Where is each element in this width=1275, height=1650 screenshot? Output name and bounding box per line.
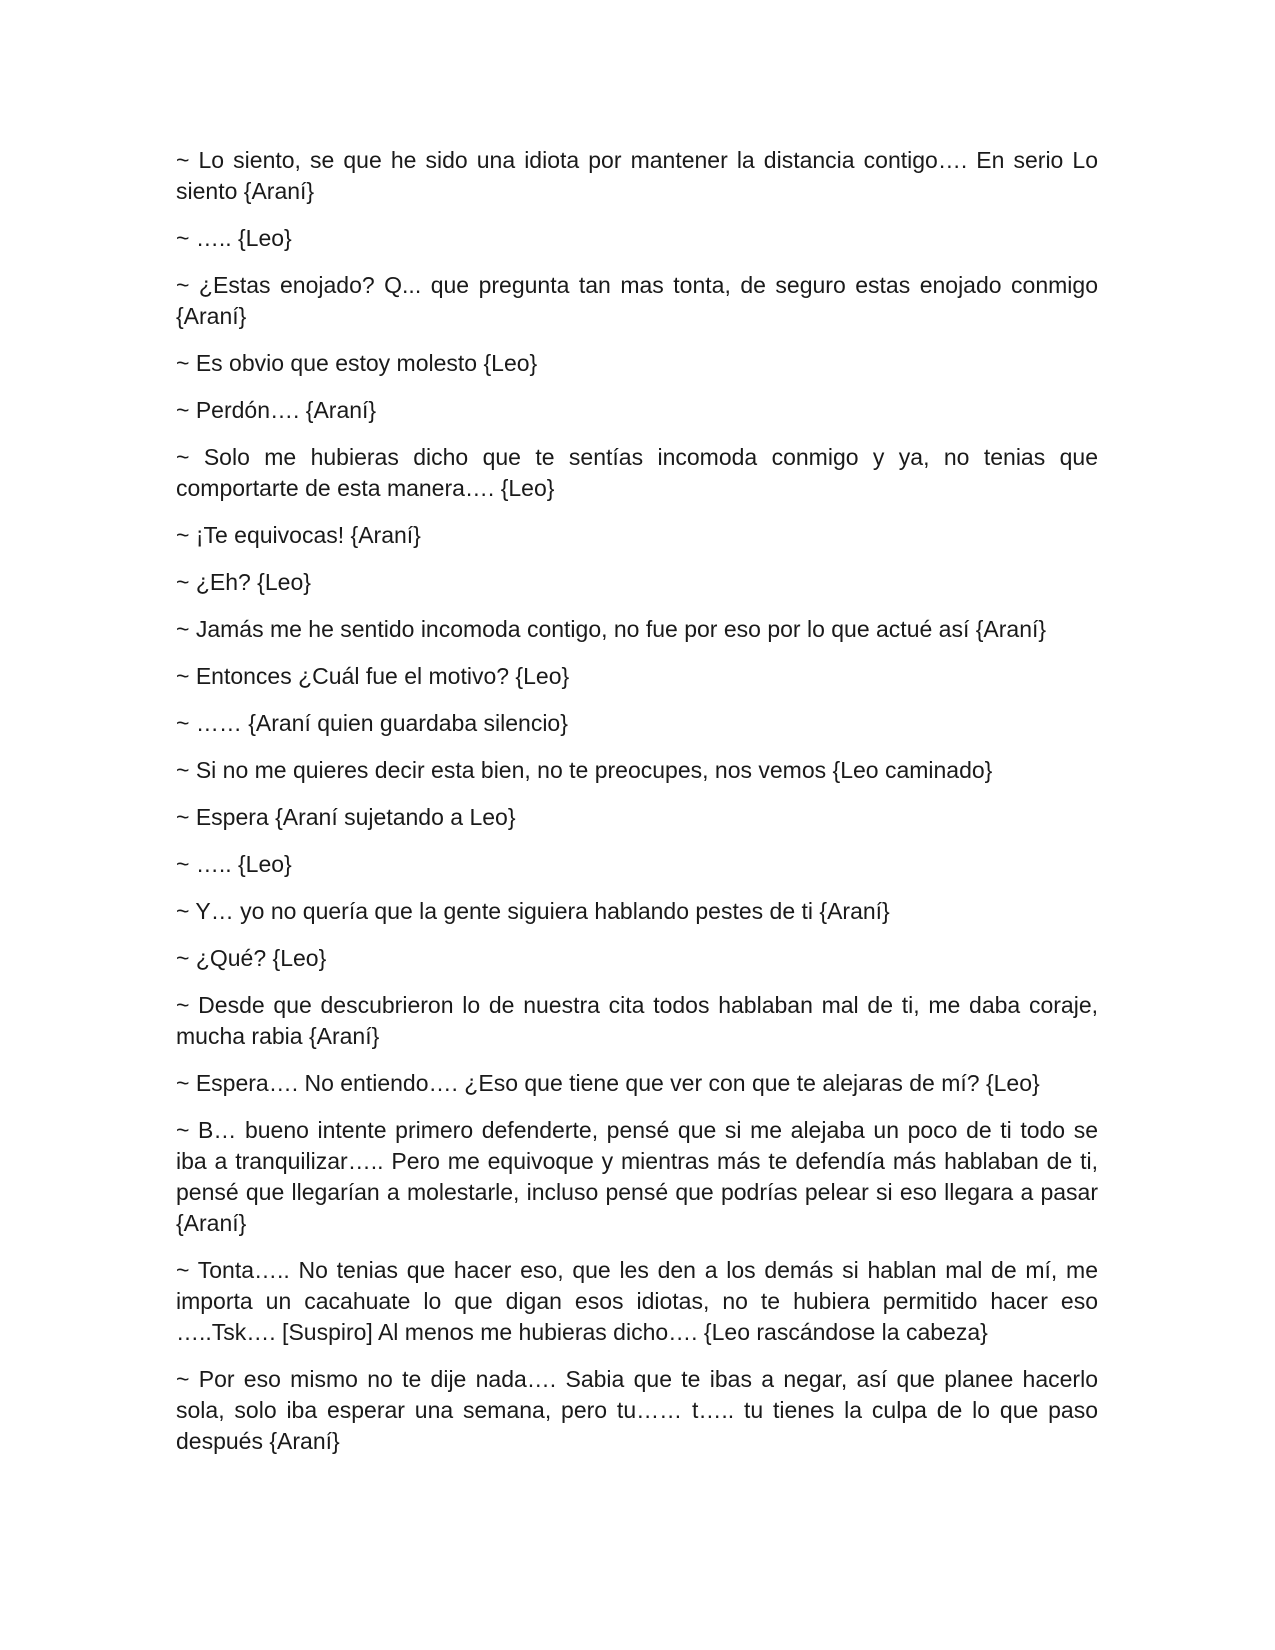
dialogue-line: ~ Es obvio que estoy molesto {Leo} bbox=[176, 350, 538, 376]
dialogue-line: ~ Espera…. No entiendo…. ¿Eso que tiene que ver con que te alejaras de mí? {Leo} bbox=[176, 1070, 1040, 1096]
dialogue-line: ~ Perdón…. {Araní} bbox=[176, 397, 377, 423]
dialogue-line: ~ ¡Te equivocas! {Araní} bbox=[176, 522, 421, 548]
dialogue-line: ~ Jamás me he sentido incomoda contigo, no fue por eso por lo que actué así {Araní} bbox=[176, 616, 1047, 642]
dialogue-line: ~ Entonces ¿Cuál fue el motivo? {Leo} bbox=[176, 663, 570, 689]
dialogue-line: ~ ¿Qué? {Leo} bbox=[176, 945, 327, 971]
dialogue-line: ~ …… {Araní quien guardaba silencio} bbox=[176, 710, 568, 736]
dialogue-line: ~ Y… yo no quería que la gente siguiera hablando pestes de ti {Araní} bbox=[176, 898, 890, 924]
dialogue-line: ~ Si no me quieres decir esta bien, no te preocupes, nos vemos {Leo caminado} bbox=[176, 757, 993, 783]
dialogue-line: ~ B… bueno intente primero defenderte, pensé que si me alejaba un poco de ti todo se iba a tranquilizar….. Pero me equivoque y mientras más te defendía más hablaban de ti, pensé que llegarían a molestarle, incluso pensé que podrías pelear si eso llegara a pasar {Araní} bbox=[176, 1117, 1098, 1236]
dialogue-line: ~ ¿Estas enojado? Q... que pregunta tan mas tonta, de seguro estas enojado conmigo {Araní} bbox=[176, 272, 1098, 329]
dialogue-line: ~ Tonta….. No tenias que hacer eso, que les den a los demás si hablan mal de mí, me importa un cacahuate lo que digan esos idiotas, no te hubiera permitido hacer eso …..Tsk…. [Suspiro] Al menos me hubieras dicho…. {Leo rascándose la cabeza} bbox=[176, 1257, 1098, 1345]
dialogue-line: ~ ¿Eh? {Leo} bbox=[176, 569, 311, 595]
dialogue-line: ~ Lo siento, se que he sido una idiota por mantener la distancia contigo…. En serio Lo siento {Araní} bbox=[176, 147, 1098, 204]
dialogue-line: ~ Solo me hubieras dicho que te sentías incomoda conmigo y ya, no tenias que comportarte de esta manera…. {Leo} bbox=[176, 444, 1098, 501]
dialogue-line: ~ Desde que descubrieron lo de nuestra cita todos hablaban mal de ti, me daba coraje, mucha rabia {Araní} bbox=[176, 992, 1098, 1049]
dialogue-line: ~ Espera {Araní sujetando a Leo} bbox=[176, 804, 516, 830]
dialogue-line: ~ ….. {Leo} bbox=[176, 851, 292, 877]
document-page bbox=[176, 145, 1098, 1473]
dialogue-line: ~ ….. {Leo} bbox=[176, 225, 292, 251]
dialogue-line: ~ Por eso mismo no te dije nada…. Sabia que te ibas a negar, así que planee hacerlo sola, solo iba esperar una semana, pero tu…… t….. tu tienes la culpa de lo que paso después {Araní} bbox=[176, 1366, 1098, 1454]
